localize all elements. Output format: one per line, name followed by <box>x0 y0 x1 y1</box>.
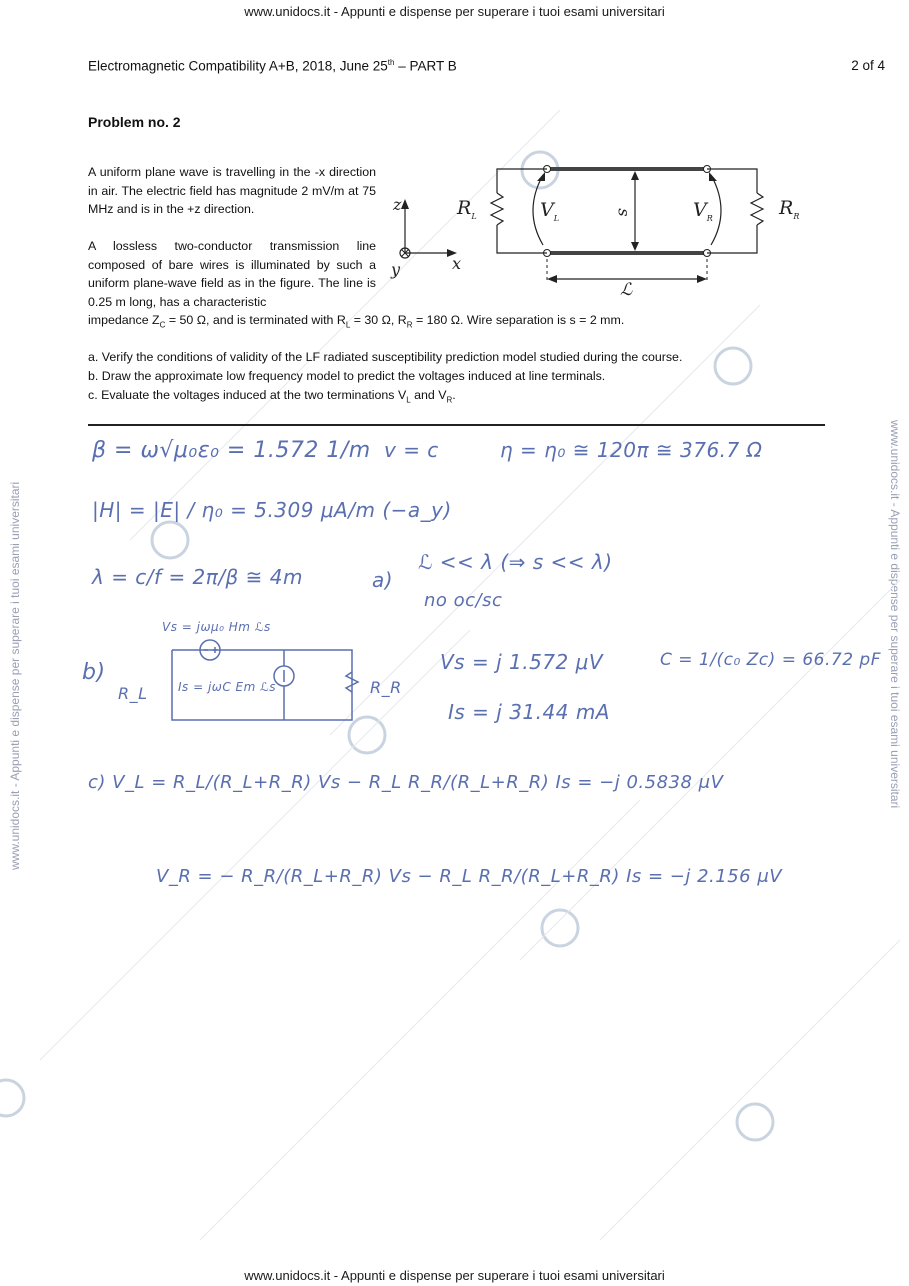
hw-capacitance: C = 1/(c₀ Zc) = 66.72 pF <box>660 650 881 670</box>
hw-rl-label: R_L <box>118 684 148 703</box>
problem-paragraph-2-tail: impedance $Z_C = 50$ Ω, and is terminated with $R_L = 30$ Ω, $R_R = 180$ Ω. Wire separation is s = 2 mm. <box>88 313 625 330</box>
problem-paragraph-2: A lossless two-conductor transmission line composed of bare wires is illuminated by such a uniform plane-wave field as in the figure. The line is 0.25 m long, has a characteristic <box>88 239 376 309</box>
watermark-side-right: www.unidocs.it - Appunti e dispense per superare i tuoi esami universitari <box>888 420 902 809</box>
question-a: a. Verify the conditions of validity of the LF radiated susceptibility prediction model studied during the course. <box>88 350 683 364</box>
hw-answer-a-label: a) <box>372 568 394 592</box>
hw-h-field: |H| = |E| / η₀ = 5.309 μA/m (−a_y) <box>92 498 452 522</box>
section-divider <box>88 424 825 426</box>
hw-condition-2: no oc/sc <box>424 590 503 611</box>
resistor-right-icon <box>751 193 763 225</box>
axis-y-label: y <box>391 260 401 279</box>
axis-z-label: z <box>393 195 402 214</box>
length-label: ℒ <box>620 280 633 300</box>
page-number: 2 of 4 <box>851 58 885 73</box>
hw-lambda: λ = c/f = 2π/β ≅ 4m <box>92 565 304 589</box>
problem-paragraph-1: A uniform plane wave is travelling in the -x direction in air. The electric field has magnitude 2 mV/m at 75 MHz and is in the +z direction. <box>88 165 376 217</box>
watermark-side-left: www.unidocs.it - Appunti e dispense per superare i tuoi esami universitari <box>8 481 22 870</box>
hw-vr-result: V_R = − R_R/(R_L+R_R) Vs − R_L R_R/(R_L+R_R) Is = −j 2.156 μV <box>156 866 783 887</box>
hw-rr-label: R_R <box>370 678 402 697</box>
rl-label: $R_L$ <box>457 197 477 221</box>
hw-beta: β = ω√μ₀ε₀ = 1.572 1/m <box>92 438 371 463</box>
resistor-left-icon <box>491 193 503 225</box>
separation-label: s <box>614 208 634 217</box>
watermark-bottom: www.unidocs.it - Appunti e dispense per superare i tuoi esami universitari <box>244 1268 665 1283</box>
question-c: c. Evaluate the voltages induced at the two terminations $V_L$ and $V_R$. <box>88 388 456 405</box>
hw-answer-b-label: b) <box>82 660 106 685</box>
hw-vs-formula: Vs = jωμ₀ Hm ℒs <box>162 620 271 634</box>
transmission-line-figure <box>385 155 825 305</box>
hw-is-formula: Is = jωC Em ℒs <box>178 680 277 694</box>
vr-label: $V_R$ <box>693 199 713 223</box>
hw-condition-1: ℒ << λ (⇒ s << λ) <box>418 550 613 574</box>
watermark-top: www.unidocs.it - Appunti e dispense per superare i tuoi esami universitari <box>244 4 665 19</box>
problem-title: Problem no. 2 <box>88 114 181 130</box>
axis-x-label: x <box>452 254 462 273</box>
hw-is-value: Is = j 31.44 mA <box>448 700 610 724</box>
exam-title: Electromagnetic Compatibility A+B, 2018, June 25th – PART B <box>88 58 457 74</box>
hw-velocity: v = c <box>384 438 439 462</box>
rr-label: $R_R$ <box>779 197 800 221</box>
hw-vs-value: Vs = j 1.572 μV <box>440 650 604 674</box>
vl-label: $V_L$ <box>540 199 560 223</box>
question-b: b. Draw the approximate low frequency model to predict the voltages induced at line terminals. <box>88 369 606 383</box>
hw-eta: η = η₀ ≅ 120π ≅ 376.7 Ω <box>500 438 763 462</box>
hw-vl-result: c) V_L = R_L/(R_L+R_R) Vs − R_L R_R/(R_L+R_R) Is = −j 0.5838 μV <box>88 772 724 793</box>
